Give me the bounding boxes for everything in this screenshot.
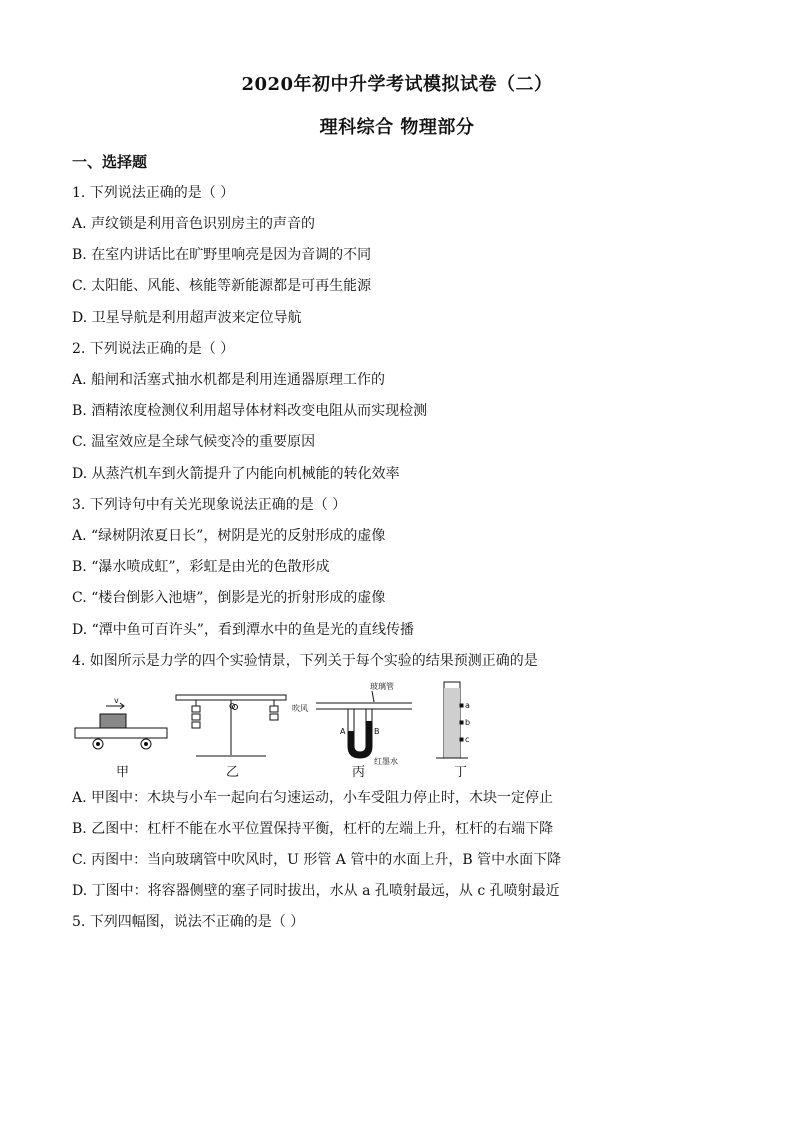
blow-label: 吹风 (292, 704, 308, 713)
hole-c-label: c (465, 735, 470, 744)
weight-right-1 (270, 706, 278, 712)
wood-block (100, 714, 126, 728)
weight-left-1 (192, 706, 200, 712)
question-4-option-b: B. 乙图中：杠杆不能在水平位置保持平衡，杠杆的左端上升，杠杆的右端下降 (72, 821, 554, 837)
question-1-stem: 1. 下列说法正确的是（ ） (72, 185, 235, 201)
question-2-option-d: D. 从蒸汽机车到火箭提升了内能向机械能的转化效率 (72, 466, 400, 482)
pivot-label: O (229, 702, 236, 711)
tube-b-label: B (374, 727, 380, 736)
exam-subtitle: 理科综合 物理部分 (319, 117, 475, 138)
weight-left-2 (192, 714, 200, 720)
lever-bar (176, 695, 286, 700)
question-3-option-d: D. “潭中鱼可百许头”，看到潭水中的鱼是光的直线传播 (72, 622, 414, 638)
experiment-diagrams (72, 676, 572, 780)
question-2-option-a: A. 船闸和活塞式抽水机都是利用连通器原理工作的 (72, 372, 386, 388)
hole-a-label: a (465, 701, 470, 710)
question-4-option-d: D. 丁图中：将容器侧壁的塞子同时拔出，水从 a 孔喷射最远，从 c 孔喷射最近 (72, 883, 560, 899)
question-4-stem: 4. 如图所示是力学的四个实验情景，下列关于每个实验的结果预测正确的是 (72, 653, 538, 669)
velocity-label: v (114, 696, 119, 705)
cart-body (75, 728, 167, 738)
red-water-label: 红墨水 (374, 757, 398, 766)
question-4-option-c: C. 丙图中：当向玻璃管中吹风时，U 形管 A 管中的水面上升，B 管中水面下降 (72, 852, 562, 868)
tube-a-label: A (340, 727, 346, 736)
section-heading: 一、选择题 (72, 153, 148, 171)
question-1-option-d: D. 卫星导航是利用超声波来定位导航 (72, 310, 302, 326)
question-1-option-a: A. 声纹锁是利用音色识别房主的声音的 (72, 216, 316, 232)
hole-b-label: b (465, 718, 471, 727)
container-diagram (436, 682, 471, 758)
red-water (348, 721, 372, 758)
question-3-option-b: B. “瀑水喷成虹”，彩虹是由光的色散形成 (72, 559, 330, 575)
figure-caption-yi: 乙 (226, 765, 240, 780)
exam-title: 2020年初中升学考试模拟试卷（二） (241, 74, 553, 95)
hole-c (460, 738, 463, 741)
question-4-option-a: A. 甲图中：木块与小车一起向右匀速运动，小车受阻力停止时，木块一定停止 (72, 790, 554, 806)
question-2-stem: 2. 下列说法正确的是（ ） (72, 341, 235, 357)
question-3-option-a: A. “绿树阴浓夏日长”，树阴是光的反射形成的虚像 (72, 528, 386, 544)
glass-tube-label: 玻璃管 (370, 682, 394, 691)
question-3-stem: 3. 下列诗句中有关光现象说法正确的是（ ） (72, 497, 347, 513)
figure-caption-bing: 丙 (352, 765, 366, 780)
question-2-option-c: C. 温室效应是全球气候变冷的重要原因 (72, 434, 316, 450)
hole-a (460, 704, 463, 707)
hole-b (460, 721, 463, 724)
question-5-stem: 5. 下列四幅图，说法不正确的是（ ） (72, 914, 305, 930)
cart-diagram (75, 703, 167, 749)
figure-caption-ding: 丁 (454, 765, 468, 780)
question-3-option-c: C. “楼台倒影入池塘”，倒影是光的折射形成的虚像 (72, 590, 386, 606)
question-1-option-c: C. 太阳能、风能、核能等新能源都是可再生能源 (72, 278, 372, 294)
u-tube-diagram (316, 691, 412, 758)
question-2-option-b: B. 酒精浓度检测仪利用超导体材料改变电阻从而实现检测 (72, 403, 428, 419)
weight-left-3 (192, 722, 200, 728)
question-4-figure (72, 676, 572, 780)
weight-right-2 (270, 714, 278, 720)
question-1-option-b: B. 在室内讲话比在旷野里响亮是因为音调的不同 (72, 247, 372, 263)
figure-caption-jia: 甲 (116, 765, 130, 780)
